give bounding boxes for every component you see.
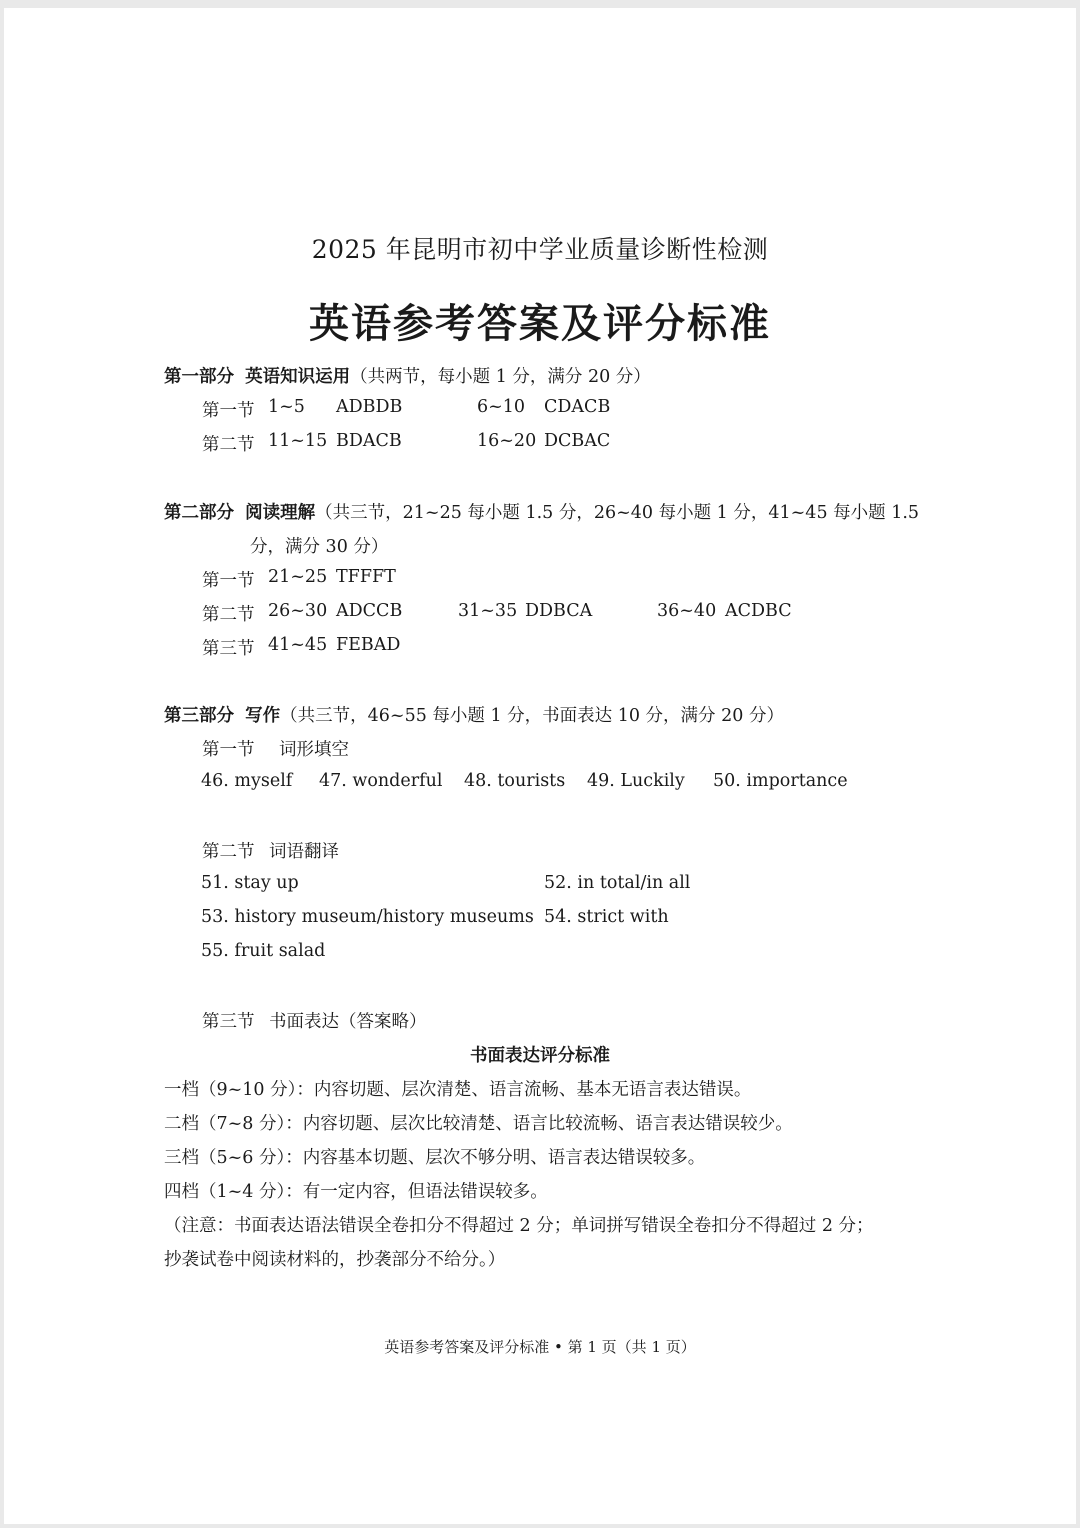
part3-section1-title: 词形填空 (279, 740, 349, 760)
part1-section2-label: 第二节 (202, 435, 255, 455)
part2-s1-answer-1: TFFFT (336, 567, 396, 587)
part1-s1-range-2: 6~10 (477, 397, 526, 417)
grading-level-3: 三档（5~6 分）：内容基本切题、层次不够分明、语言表达错误较多。 (164, 1148, 706, 1168)
part2-s3-answer-1: FEBAD (336, 635, 401, 655)
part3-heading: 第三部分 (164, 706, 234, 726)
part3-section3-title: 书面表达（答案略） (269, 1012, 427, 1032)
part2-s2-answer-2: DDBCA (525, 601, 593, 621)
part1-s2-answer-2: DCBAC (544, 431, 611, 451)
part2-s3-range-1: 41~45 (268, 635, 328, 655)
part1-s1-answer-2: CDACB (544, 397, 611, 417)
part2-section1-label: 第一节 (202, 571, 255, 591)
part2-s2-answer-3: ACDBC (725, 601, 792, 621)
part2-heading: 第二部分 (164, 503, 234, 523)
grading-level-4: 四档（1~4 分）：有一定内容，但语法错误较多。 (164, 1182, 548, 1202)
part1-section1-label: 第一节 (202, 401, 255, 421)
part3-note: （共三节，46~55 每小题 1 分，书面表达 10 分，满分 20 分） (280, 706, 784, 726)
part3-section3-label: 第三节 (202, 1012, 255, 1032)
answer-51: 51. stay up (201, 873, 299, 893)
page-footer: 英语参考答案及评分标准 • 第 1 页（共 1 页） (384, 1338, 696, 1356)
part2-s2-range-2: 31~35 (458, 601, 518, 621)
answer-54: 54. strict with (544, 907, 669, 927)
part2-name: 阅读理解 (245, 503, 316, 523)
grading-level-1: 一档（9~10 分）：内容切题、层次清楚、语言流畅、基本无语言表达错误。 (164, 1080, 752, 1100)
part3-heading-line (164, 702, 784, 727)
part2-s2-range-3: 36~40 (657, 601, 717, 621)
part2-heading-line (164, 499, 919, 524)
part2-s2-answer-1: ADCCB (336, 601, 403, 621)
answer-46: 46. myself (201, 771, 293, 791)
part2-note: （共三节，21~25 每小题 1.5 分，26~40 每小题 1 分，41~45 每小题 1.5 (315, 503, 920, 523)
part2-section2-label: 第二节 (202, 605, 255, 625)
exam-title: 2025 年昆明市初中学业质量诊断性检测 (311, 235, 769, 264)
part3-section2-label: 第二节 (202, 842, 255, 862)
grading-title: 书面表达评分标准 (470, 1046, 610, 1066)
part1-s2-range-2: 16~20 (477, 431, 537, 451)
part1-note: （共两节，每小题 1 分，满分 20 分） (350, 367, 651, 387)
part2-s1-range-1: 21~25 (268, 567, 328, 587)
grading-note-line2: 抄袭试卷中阅读材料的，抄袭部分不给分。） (164, 1250, 506, 1270)
answer-50: 50. importance (713, 771, 848, 791)
grading-level-2: 二档（7~8 分）：内容切题、层次比较清楚、语言比较流畅、语言表达错误较少。 (164, 1114, 793, 1134)
answer-47: 47. wonderful (319, 771, 443, 791)
part2-s2-range-1: 26~30 (268, 601, 328, 621)
answer-52: 52. in total/in all (544, 873, 691, 893)
part1-heading-line (164, 363, 651, 388)
part3-name: 写作 (245, 706, 281, 726)
answer-48: 48. tourists (464, 771, 566, 791)
part1-s1-answer-1: ADBDB (336, 397, 403, 417)
grading-note-line1: （注意：书面表达语法错误全卷扣分不得超过 2 分；单词拼写错误全卷扣分不得超过 2 分； (164, 1216, 874, 1236)
answer-sheet-page (4, 8, 1076, 1524)
part1-s1-range-1: 1~5 (268, 397, 305, 417)
part2-note-continued: 分，满分 30 分） (250, 537, 389, 557)
part3-section2-title: 词语翻译 (269, 842, 339, 862)
part3-section1-label: 第一节 (202, 740, 255, 760)
part1-s2-range-1: 11~15 (268, 431, 328, 451)
document-title: 英语参考答案及评分标准 (309, 300, 771, 347)
part1-name: 英语知识运用 (245, 367, 351, 387)
part1-heading: 第一部分 (164, 367, 234, 387)
part1-s2-answer-1: BDACB (336, 431, 402, 451)
answer-55: 55. fruit salad (201, 941, 326, 961)
part2-section3-label: 第三节 (202, 639, 255, 659)
answer-53: 53. history museum/history museums (201, 907, 534, 927)
answer-49: 49. Luckily (587, 771, 685, 791)
